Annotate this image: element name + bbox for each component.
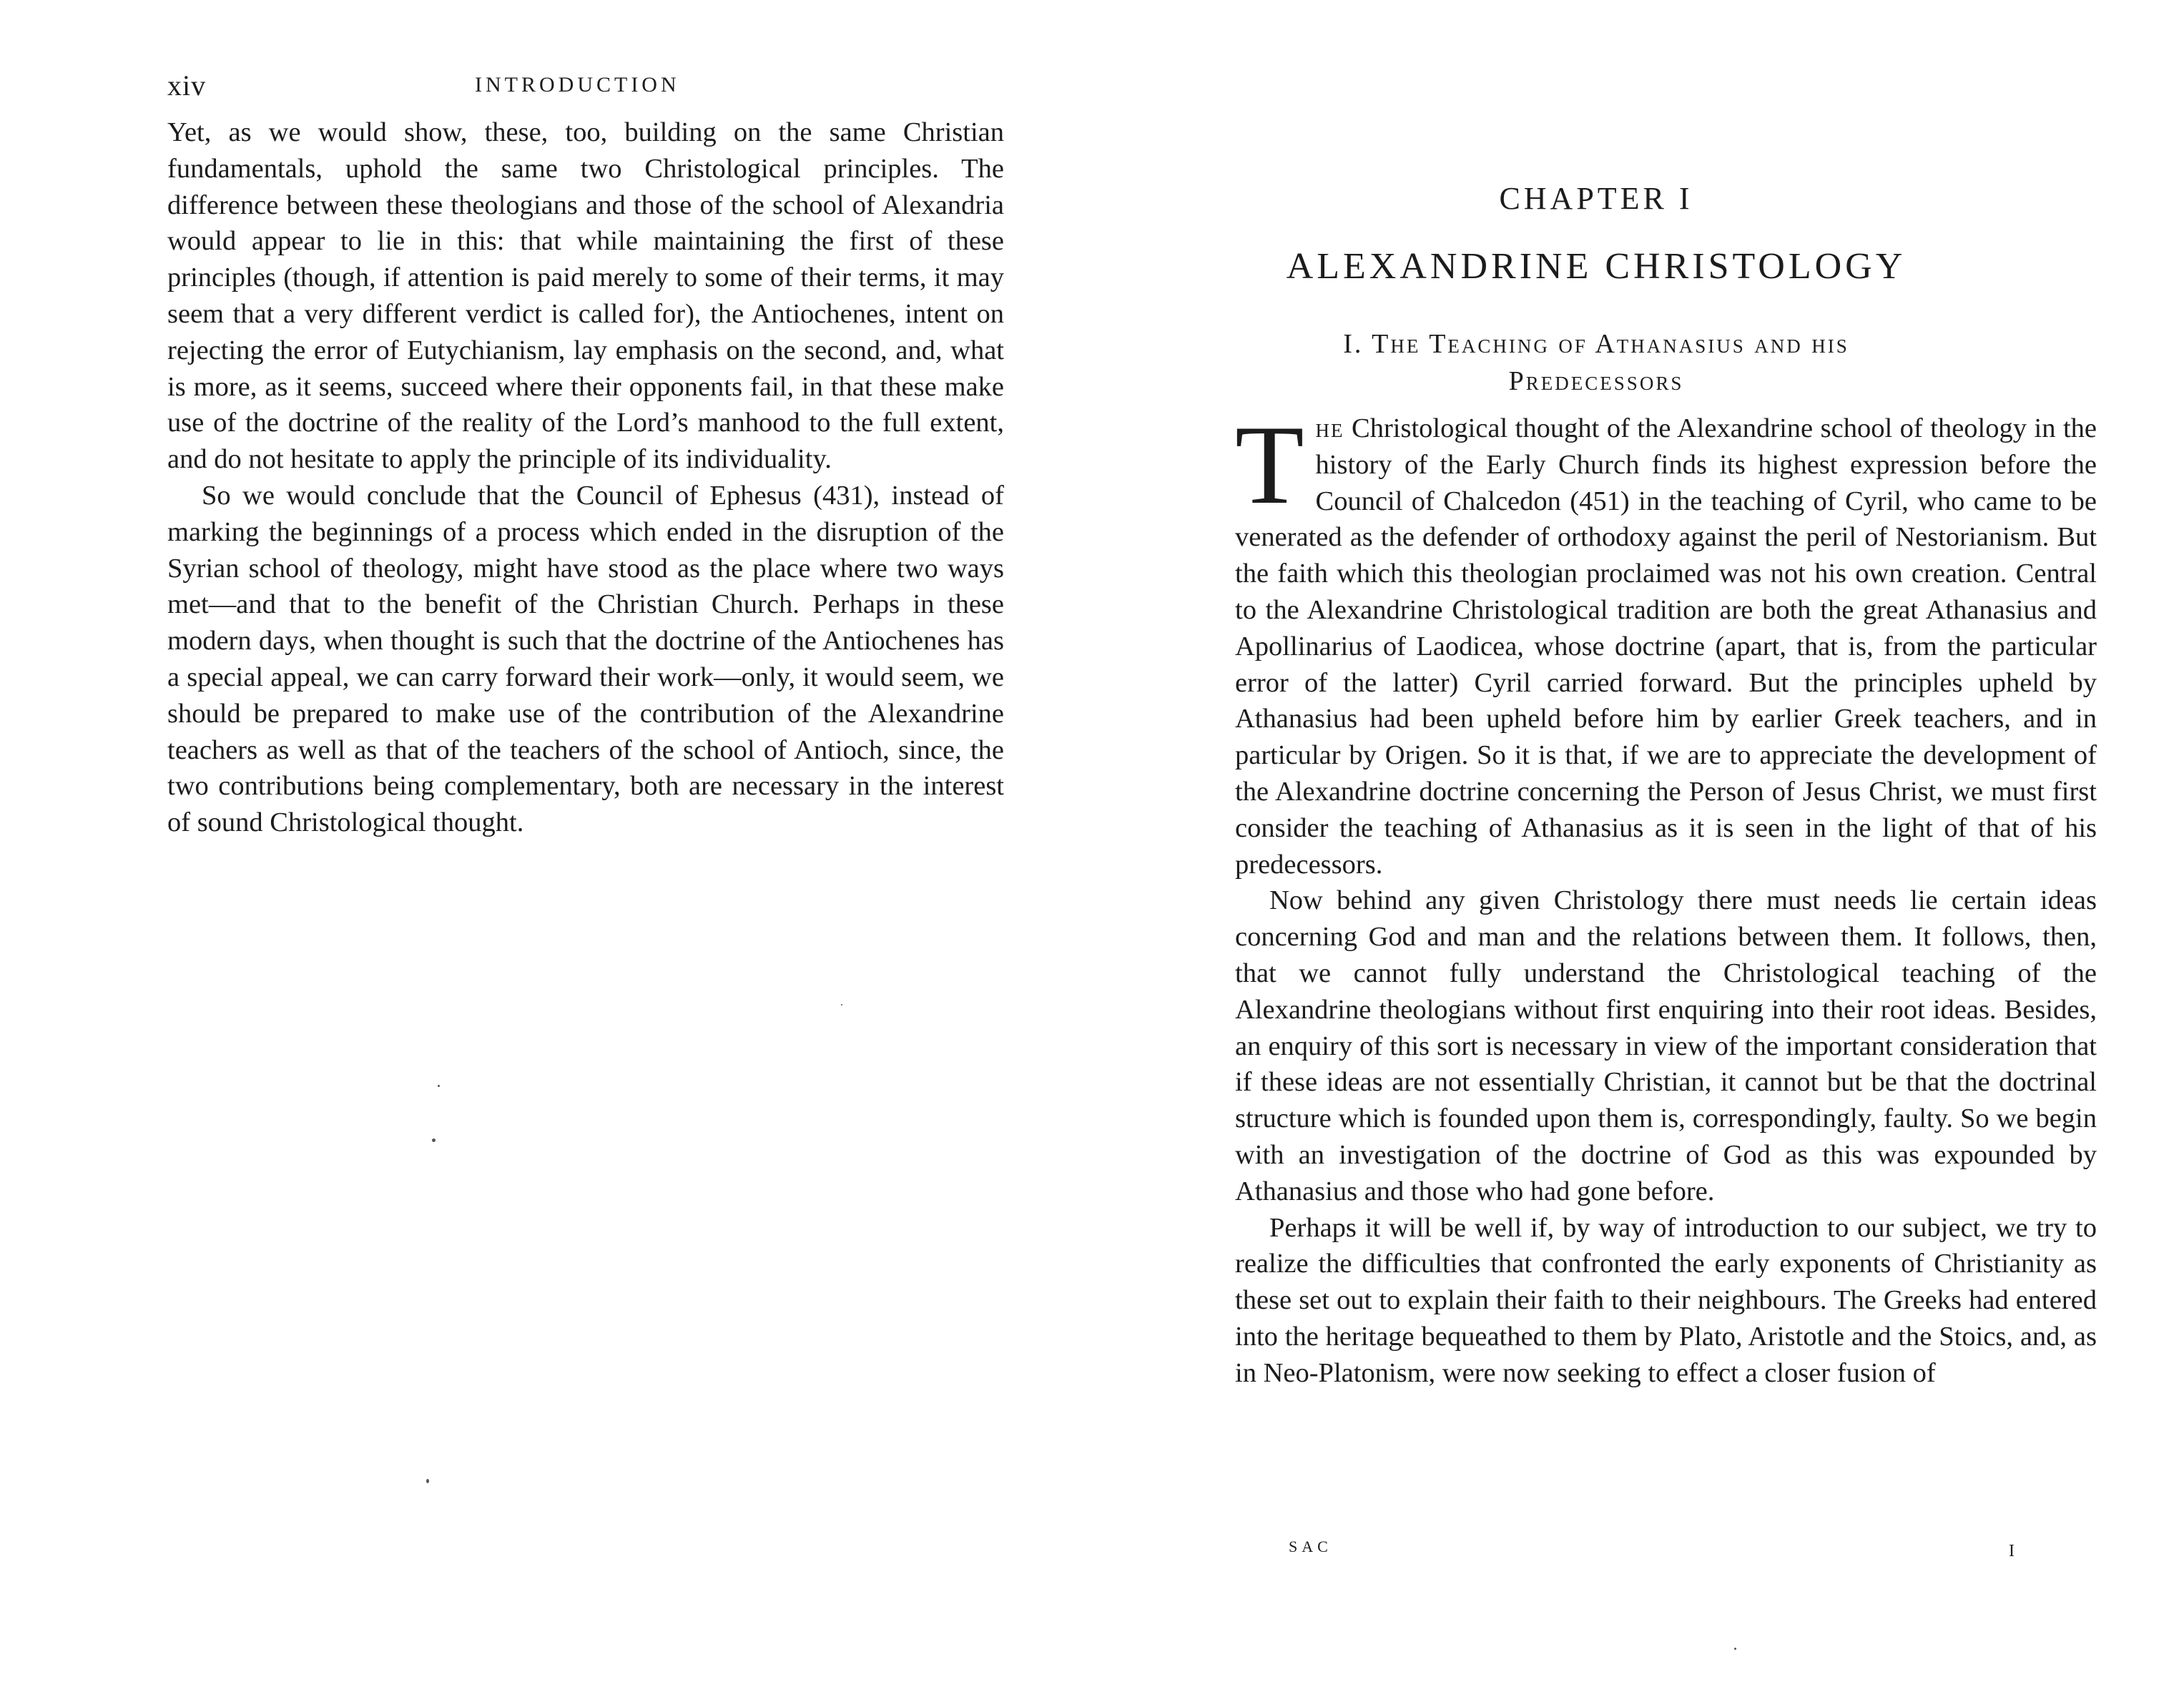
scan-speck (1734, 1648, 1736, 1650)
left-running-head (167, 69, 1004, 104)
right-paragraph-2: Now behind any given Christology there must needs lie certain ideas concerning God and man and the relations between them. It follows, then, that we cannot fully understand the Christological teaching of the Alexandrine theologians without first enquiring into their root ideas. Besides, an enquiry of this sort is necessary in view of the important consideration that if these ideas are not essentially Christian, it cannot but be that the doctrinal structure which is founded upon them is, correspondingly, faulty. So we begin with an investigation of the doctrine of God as this was expounded by Athanasius and those who had gone before. (1235, 885, 2097, 1206)
scan-speck (438, 1085, 440, 1087)
opening-paragraph-text: Christological thought of the Alexandrine school of theology in the history of the Early Church finds its highest expression before the Council of Chalcedon (451) in the teaching of Cyril, who came to be venerated as the defender of orthodoxy against the peril of Nestorianism. But the faith which this theologian proclaimed was not his own creation. Central to the Alexandrine Christological tradition are both the great Athanasius and Apollinarius of Laodicea, whose doctrine (apart, that is, from the particular error of the latter) Cyril carried forward. But the principles upheld by Athanasius had been upheld before him by earlier Greek teachers, and in particular by Origen. So it is that, if we are to appreciate the development of the Alexandrine doctrine concerning the Person of Jesus Christ, we must first consider the teaching of Athanasius as it is seen in the light of that of his predecessors. (1235, 413, 2097, 880)
scan-speck (426, 1479, 429, 1483)
running-title: INTRODUCTION (475, 73, 680, 97)
drop-cap: T (1235, 403, 1304, 528)
signature-mark: SAC (1289, 1538, 1332, 1555)
section-heading (1228, 325, 1964, 400)
chapter-number: CHAPTER I (1499, 181, 1693, 216)
section-heading-line-2: Predecessors (1508, 366, 1684, 396)
right-paragraph-1 (1235, 403, 2097, 882)
right-page (1092, 0, 2184, 1682)
left-paragraph-1: Yet, as we would show, these, too, building on the same Christian fundamentals, uphold the same two Christological principles. The difference between these theologians and those of the school of Alexandria would appear to lie in this: that while maintaining the first of these principles (though, if attention is paid merely to some of their terms, it may seem that a very different verdict is called for), the Antiochenes, intent on rejecting the error of Eutychianism, lay emphasis on the second, and, what is more, as it seems, succeed where their opponents fail, in that these make use of the doctrine of the reality of the Lord’s manhood to the full extent, and do not hesitate to apply the principle of its individuality. (167, 117, 1004, 475)
scan-speck (841, 1004, 842, 1005)
left-body-text (167, 114, 1004, 841)
scan-speck (432, 1138, 436, 1142)
section-heading-line-1: I. The Teaching of Athanasius and his (1343, 329, 1849, 359)
left-page-number: xiv (167, 69, 207, 102)
right-body-text (1235, 403, 2097, 1392)
lead-small-caps: he (1315, 413, 1344, 443)
right-paragraph-3: Perhaps it will be well if, by way of introduction to our subject, we try to realize the difficulties that confronted the early exponents of Christianity as these set out to explain their faith to their neighbours. The Greeks had entered into the heritage bequeathed to them by Plato, Aristotle and the Stoics, and, as in Neo-Platonism, were now seeking to effect a closer fusion of (1235, 1212, 2097, 1388)
left-paragraph-2: So we would conclude that the Council of Ephesus (431), instead of marking the beginnings of a process which ended in the disruption of the Syrian school of theology, might have stood as the place where two ways met—and that to the benefit of the Christian Church. Perhaps in these modern days, when thought is such that the doctrine of the Antiochenes has a special appeal, we can carry forward their work—only, it would seem, we should be prepared to make use of the contribution of the Alexandrine teachers as well as that of the teachers of the school of Antioch, since, the two contributions being complementary, both are necessary in the interest of sound Christological thought. (167, 480, 1004, 838)
right-page-number: I (2009, 1542, 2016, 1560)
chapter-title: ALEXANDRINE CHRISTOLOGY (1286, 246, 1907, 287)
